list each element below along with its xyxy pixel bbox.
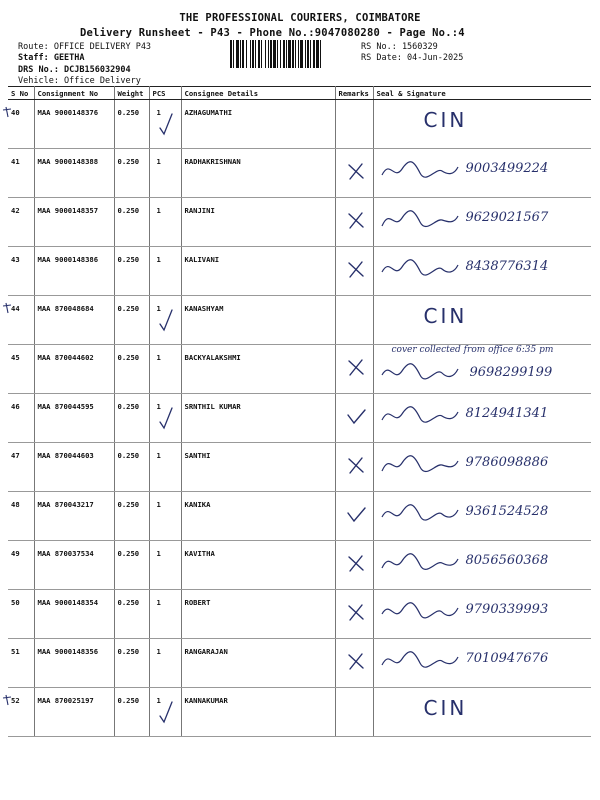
consignee-name: KANIKA	[181, 492, 335, 541]
consignee-name: ROBERT	[181, 590, 335, 639]
serial-mark	[2, 302, 12, 314]
serial-mark	[2, 106, 12, 118]
remarks-cell	[335, 247, 373, 296]
consignment-number: MAA 9000148386	[34, 247, 114, 296]
remarks-cell	[335, 688, 373, 737]
pieces	[149, 639, 181, 688]
consignee-name: SRNTHIL KUMAR	[181, 394, 335, 443]
seal-signature-cell	[373, 198, 591, 247]
serial-number: 50	[8, 590, 34, 639]
pieces	[149, 590, 181, 639]
signature-scribble	[380, 647, 460, 673]
signature-scribble	[380, 157, 460, 183]
runsheet-subtitle: Delivery Runsheet - P43 - Phone No.:9047080280 - Page No.:4	[80, 27, 465, 39]
recipient-phone: 8056560368	[465, 553, 549, 568]
consignee-name: RANGARAJAN	[181, 639, 335, 688]
consignment-number: MAA 9000148376	[34, 100, 114, 149]
cin-mark: CIN	[423, 108, 468, 132]
recipient-phone: 7010947676	[465, 651, 549, 666]
pieces-value: 1	[156, 647, 161, 656]
recipient-phone: 9629021567	[465, 210, 549, 225]
pieces-value: 1	[156, 157, 161, 166]
signature-scribble	[380, 359, 460, 385]
remarks-cell	[335, 492, 373, 541]
table-row	[8, 639, 591, 688]
serial-number: 49	[8, 541, 34, 590]
cross-mark-icon	[346, 651, 366, 671]
serial-number: 42	[8, 198, 34, 247]
pieces-value: 1	[156, 402, 161, 411]
delivery-note: cover collected from office 6:35 pm	[391, 345, 554, 355]
pieces	[149, 100, 181, 149]
consignment-number: MAA 870048684	[34, 296, 114, 345]
weight: 0.250	[114, 639, 149, 688]
recipient-phone: 9786098886	[465, 455, 549, 470]
table-row	[8, 149, 591, 198]
pieces	[149, 394, 181, 443]
col-header-pcs: PCS	[149, 87, 181, 100]
table-row	[8, 541, 591, 590]
serial-number: 52	[8, 688, 34, 737]
pieces-value: 1	[156, 451, 161, 460]
pieces-value: 1	[156, 255, 161, 264]
cross-mark-icon	[346, 553, 366, 573]
col-header-consignment: Consignment No	[34, 87, 114, 100]
pieces	[149, 541, 181, 590]
pieces-value: 1	[156, 304, 161, 313]
serial-number: 44	[8, 296, 34, 345]
seal-signature-cell	[373, 639, 591, 688]
seal-signature-cell	[373, 100, 591, 149]
weight: 0.250	[114, 443, 149, 492]
drs-number: DRS No.: DCJB156032904	[18, 65, 131, 75]
weight: 0.250	[114, 492, 149, 541]
route-label: Route: OFFICE DELIVERY P43	[18, 42, 152, 52]
recipient-phone: 9790339993	[465, 602, 549, 617]
col-header-weight: Weight	[114, 87, 149, 100]
serial-number: 51	[8, 639, 34, 688]
seal-signature-cell	[373, 688, 591, 737]
remarks-cell	[335, 639, 373, 688]
weight: 0.250	[114, 394, 149, 443]
col-header-consignee: Consignee Details	[181, 87, 335, 100]
table-row	[8, 688, 591, 737]
cin-mark: CIN	[423, 696, 468, 720]
weight: 0.250	[114, 590, 149, 639]
remarks-cell	[335, 149, 373, 198]
col-header-sno: S No	[8, 87, 34, 100]
col-header-remarks: Remarks	[335, 87, 373, 100]
cross-mark-icon	[346, 259, 366, 279]
consignment-number: MAA 9000148356	[34, 639, 114, 688]
cross-mark-icon	[346, 161, 366, 181]
rs-date: RS Date: 04-Jun-2025	[361, 53, 464, 63]
consignment-number: MAA 870025197	[34, 688, 114, 737]
table-row	[8, 100, 591, 149]
serial-number: 40	[8, 100, 34, 149]
consignment-number: MAA 870044603	[34, 443, 114, 492]
consignee-name: KANNAKUMAR	[181, 688, 335, 737]
consignee-name: BACKYALAKSHMI	[181, 345, 335, 394]
serial-number: 45	[8, 345, 34, 394]
pieces-value: 1	[156, 353, 161, 362]
pieces-value: 1	[156, 108, 161, 117]
pieces-value: 1	[156, 598, 161, 607]
consignment-number: MAA 870044602	[34, 345, 114, 394]
consignee-name: KALIVANI	[181, 247, 335, 296]
remarks-cell	[335, 443, 373, 492]
recipient-phone: 9361524528	[465, 504, 549, 519]
signature-scribble	[380, 500, 460, 526]
pieces	[149, 296, 181, 345]
staff-label: Staff: GEETHA	[18, 53, 85, 63]
recipient-phone: 8124941341	[465, 406, 549, 421]
weight: 0.250	[114, 688, 149, 737]
seal-signature-cell	[373, 443, 591, 492]
weight: 0.250	[114, 198, 149, 247]
table-row	[8, 394, 591, 443]
pieces-value: 1	[156, 549, 161, 558]
pieces-value: 1	[156, 696, 161, 705]
consignee-name: KANASHYAM	[181, 296, 335, 345]
weight: 0.250	[114, 345, 149, 394]
recipient-phone: 9003499224	[465, 161, 549, 176]
pieces	[149, 345, 181, 394]
pieces	[149, 688, 181, 737]
consignee-name: KAVITHA	[181, 541, 335, 590]
serial-mark	[2, 694, 12, 706]
remarks-cell	[335, 394, 373, 443]
col-header-seal: Seal & Signature	[373, 87, 591, 100]
weight: 0.250	[114, 541, 149, 590]
company-title: THE PROFESSIONAL COURIERS, COIMBATORE	[179, 12, 421, 24]
consignment-number: MAA 9000148388	[34, 149, 114, 198]
consignment-number: MAA 9000148354	[34, 590, 114, 639]
table-row	[8, 247, 591, 296]
weight: 0.250	[114, 296, 149, 345]
cross-mark-icon	[346, 602, 366, 622]
table-row	[8, 492, 591, 541]
cross-mark-icon	[346, 210, 366, 230]
runsheet-table	[8, 86, 591, 737]
serial-number: 41	[8, 149, 34, 198]
pieces	[149, 198, 181, 247]
consignment-number: MAA 870037534	[34, 541, 114, 590]
serial-number: 48	[8, 492, 34, 541]
barcode-image	[230, 40, 355, 68]
seal-signature-cell	[373, 247, 591, 296]
consignment-number: MAA 870044595	[34, 394, 114, 443]
consignee-name: AZHAGUMATHI	[181, 100, 335, 149]
recipient-phone: 9698299199	[469, 365, 553, 380]
cin-mark: CIN	[423, 304, 468, 328]
pieces	[149, 492, 181, 541]
consignee-name: SANTHI	[181, 443, 335, 492]
pieces	[149, 247, 181, 296]
seal-signature-cell	[373, 590, 591, 639]
signature-scribble	[380, 598, 460, 624]
signature-scribble	[380, 402, 460, 428]
weight: 0.250	[114, 247, 149, 296]
table-row	[8, 198, 591, 247]
remarks-cell	[335, 541, 373, 590]
tick-mark-icon	[346, 406, 366, 426]
consignment-number: MAA 870043217	[34, 492, 114, 541]
signature-scribble	[380, 451, 460, 477]
cross-mark-icon	[346, 357, 366, 377]
pieces	[149, 443, 181, 492]
table-row	[8, 345, 591, 394]
remarks-cell	[335, 296, 373, 345]
consignee-name: RADHAKRISHNAN	[181, 149, 335, 198]
seal-signature-cell	[373, 296, 591, 345]
seal-signature-cell	[373, 345, 591, 394]
signature-scribble	[380, 206, 460, 232]
table-header-row	[8, 87, 591, 100]
table-row	[8, 296, 591, 345]
table-row	[8, 443, 591, 492]
recipient-phone: 8438776314	[465, 259, 549, 274]
seal-signature-cell	[373, 394, 591, 443]
seal-signature-cell	[373, 149, 591, 198]
cross-mark-icon	[346, 455, 366, 475]
serial-number: 43	[8, 247, 34, 296]
vehicle-label: Vehicle: Office Delivery	[18, 76, 141, 86]
remarks-cell	[335, 590, 373, 639]
serial-number: 47	[8, 443, 34, 492]
remarks-cell	[335, 345, 373, 394]
table-row	[8, 590, 591, 639]
weight: 0.250	[114, 149, 149, 198]
seal-signature-cell	[373, 492, 591, 541]
weight: 0.250	[114, 100, 149, 149]
seal-signature-cell	[373, 541, 591, 590]
remarks-cell	[335, 100, 373, 149]
tick-mark-icon	[346, 504, 366, 524]
pieces-value: 1	[156, 500, 161, 509]
signature-scribble	[380, 255, 460, 281]
pieces-value: 1	[156, 206, 161, 215]
signature-scribble	[380, 549, 460, 575]
consignment-number: MAA 9000148357	[34, 198, 114, 247]
consignee-name: RANJINI	[181, 198, 335, 247]
rs-number: RS No.: 1560329	[361, 42, 438, 52]
remarks-cell	[335, 198, 373, 247]
pieces	[149, 149, 181, 198]
serial-number: 46	[8, 394, 34, 443]
